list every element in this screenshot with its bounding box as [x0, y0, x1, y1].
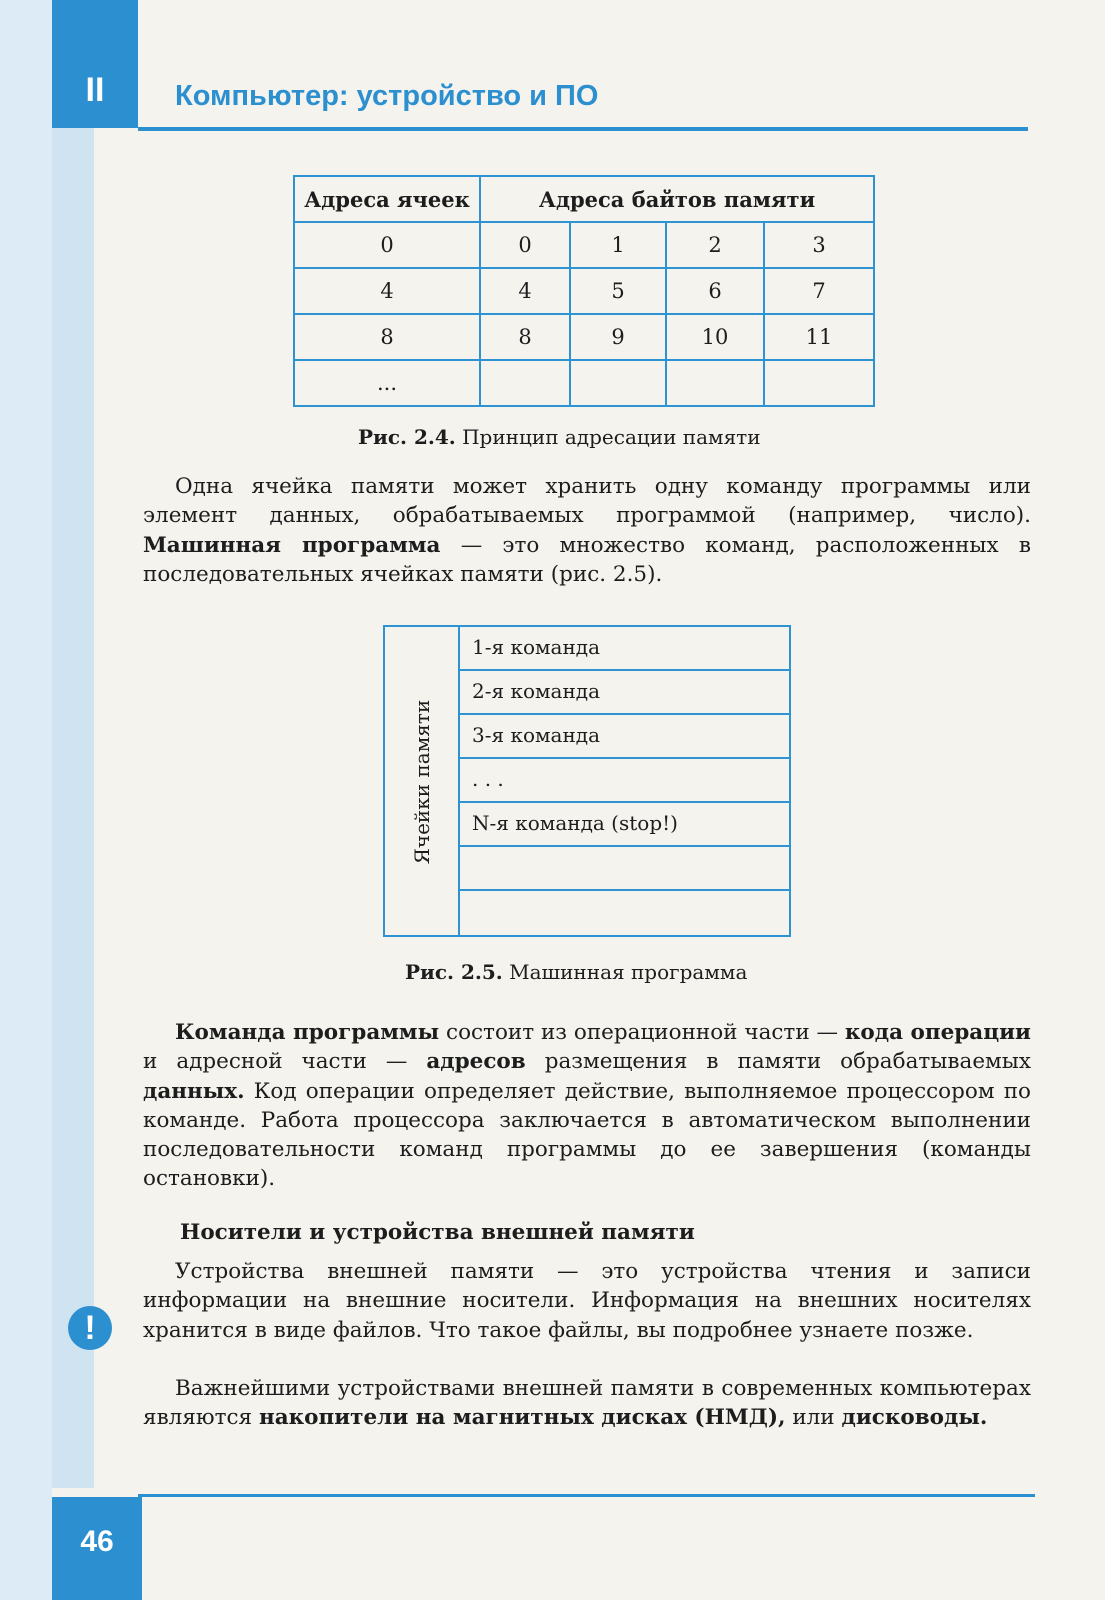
program-row: . . . — [460, 759, 791, 803]
byte-address: 11 — [764, 314, 874, 360]
term-program-command: Команда программы — [175, 1020, 440, 1045]
program-row: 1-я команда — [460, 627, 791, 671]
memory-addressing-table — [293, 175, 875, 407]
running-header-title: Компьютер: устройство и ПО — [175, 80, 599, 112]
paragraph-text: Код операции определяет действие, выполняемое процессором по команде. Работа процессора заключается в автоматическом выполнении последовательности команд программы до ее завершения (команды остановки). — [143, 1078, 1031, 1192]
paragraph-text: размещения в памяти обрабатываемых — [525, 1049, 1032, 1075]
header-byte-addresses: Адреса байтов памяти — [480, 176, 874, 222]
byte-address — [480, 360, 570, 406]
table-row — [294, 268, 874, 314]
byte-address: 10 — [666, 314, 764, 360]
table-row — [294, 314, 874, 360]
left-margin-band — [0, 0, 52, 1600]
term-disk-drives: дисководы. — [841, 1405, 988, 1431]
caption-text: Машинная программа — [509, 960, 748, 984]
byte-address — [764, 360, 874, 406]
byte-address — [570, 360, 666, 406]
header-rule — [138, 127, 1028, 131]
cell-address: 8 — [294, 314, 480, 360]
paragraph-text: Важнейшими устройствами внешней памяти в современных компьютерах являются — [143, 1376, 1031, 1431]
cell-address: 0 — [294, 222, 480, 268]
term-magnetic-disk-drives: накопители на магнитных дисках (НМД), — [258, 1405, 786, 1431]
paragraph-text: состоит из операционной части — — [439, 1020, 845, 1045]
paragraph-text: и адресной части — — [143, 1049, 427, 1075]
term-addresses: адресов — [426, 1049, 526, 1075]
exclamation-icon: ! — [68, 1306, 112, 1350]
paragraph-machine-program — [143, 472, 1031, 589]
paragraph-program-command — [143, 1018, 1031, 1194]
figure-2-5-caption — [405, 960, 747, 984]
caption-text: Принцип адресации памяти — [462, 425, 761, 449]
memory-cells-label: Ячейки памяти — [410, 699, 434, 865]
table-header-row — [294, 176, 874, 222]
byte-address — [666, 360, 764, 406]
paragraph-external-memory: Устройства внешней памяти — это устройства чтения и записи информации на внешние носители. Информация на внешних носителях хранится в виде файлов. Что такое файлы, вы подробнее узнаете позже. — [143, 1259, 1031, 1343]
paragraph-text: Одна ячейка памяти может хранить одну команду программы или элемент данных, обрабатываемых программой (например, число). — [143, 474, 1031, 529]
header-cell-addresses: Адреса ячеек — [294, 176, 480, 222]
table-row — [294, 360, 874, 406]
byte-address: 9 — [570, 314, 666, 360]
left-margin-strip — [52, 128, 94, 1488]
byte-address: 2 — [666, 222, 764, 268]
byte-address: 3 — [764, 222, 874, 268]
paragraph-text: — это множество команд, расположенных в последовательных ячейках памяти (рис. 2.5). — [143, 532, 1031, 587]
byte-address: 6 — [666, 268, 764, 314]
byte-address: 4 — [480, 268, 570, 314]
caption-label: Рис. 2.5. — [405, 960, 503, 984]
paragraph-disk-drives — [143, 1374, 1031, 1433]
caption-label: Рис. 2.4. — [358, 425, 456, 449]
program-row — [460, 847, 791, 891]
program-row — [460, 891, 791, 935]
cell-address: 4 — [294, 268, 480, 314]
cell-address: ... — [294, 360, 480, 406]
term-data: данных. — [143, 1078, 245, 1104]
byte-address: 0 — [480, 222, 570, 268]
byte-address: 7 — [764, 268, 874, 314]
program-row: 3-я команда — [460, 715, 791, 759]
term-opcode: кода операции — [844, 1020, 1032, 1045]
term-machine-program: Машинная программа — [143, 532, 441, 558]
section-heading: Носители и устройства внешней памяти — [180, 1220, 695, 1245]
byte-address: 8 — [480, 314, 570, 360]
byte-address: 1 — [570, 222, 666, 268]
figure-2-4-caption — [358, 425, 761, 449]
table-row — [294, 222, 874, 268]
program-row: 2-я команда — [460, 671, 791, 715]
byte-address: 5 — [570, 268, 666, 314]
footer-rule — [138, 1494, 1035, 1497]
memory-cells-column — [385, 627, 460, 935]
program-row: N-я команда (stop!) — [460, 803, 791, 847]
page-number: 46 — [52, 1497, 142, 1600]
paragraph-text: или — [785, 1405, 842, 1431]
machine-program-diagram — [383, 625, 791, 937]
chapter-tab: II — [52, 0, 138, 128]
